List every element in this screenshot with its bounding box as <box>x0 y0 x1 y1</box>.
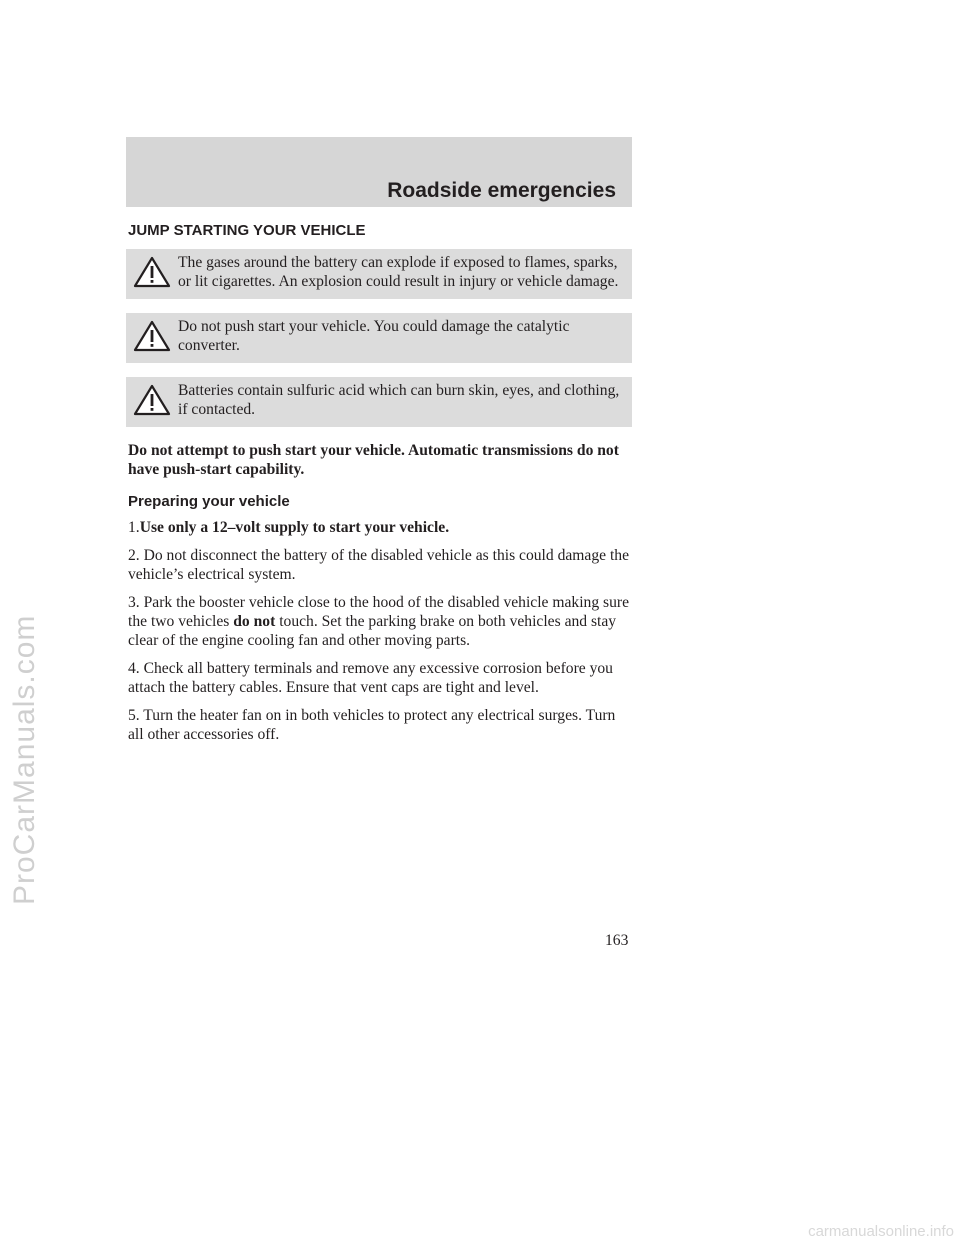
step-1-bold: Use only a 12–volt supply to start your vehicle. <box>139 519 450 536</box>
subheading-preparing: Preparing your vehicle <box>128 493 290 510</box>
push-start-note: Do not attempt to push start your vehicle. Automatic transmissions do not have push-start capability. <box>128 442 619 478</box>
page-title: Roadside emergencies <box>387 179 616 202</box>
warning-text: Do not push start your vehicle. You could damage the catalytic converter. <box>178 318 570 354</box>
warning-text: Batteries contain sulfuric acid which can burn skin, eyes, and clothing, if contacted. <box>178 382 620 418</box>
step-4: 4. Check all battery terminals and remove any excessive corrosion before you attach the battery cables. Ensure that vent caps are tight and level. <box>128 660 613 696</box>
step-2: 2. Do not disconnect the battery of the disabled vehicle as this could damage the vehicle’s electrical system. <box>128 547 630 583</box>
warning-box-acid <box>126 377 632 427</box>
step-5: 5. Turn the heater fan on in both vehicles to protect any electrical surges. Turn all other accessories off. <box>128 707 616 743</box>
step-3-post: touch. Set the parking brake on both vehicles and stay clear of the engine cooling fan and other moving parts. <box>128 613 617 649</box>
warning-box-push-start <box>126 313 632 363</box>
step-3-bold: do not <box>233 613 276 630</box>
footer-watermark: carmanualsonline.info <box>808 1223 954 1240</box>
warning-triangle-icon <box>132 383 172 417</box>
step-1 <box>128 518 632 537</box>
warning-triangle-icon <box>132 319 172 353</box>
warning-triangle-icon <box>132 255 172 289</box>
step-3 <box>128 593 632 650</box>
page-content <box>128 222 632 753</box>
step-number: 1. <box>128 519 140 536</box>
warning-box-explosion <box>126 249 632 299</box>
step-3-pre: 3. Park the booster vehicle close to the hood of the disabled vehicle making sure the two vehicles <box>128 594 630 630</box>
side-watermark: ProCarManuals.com <box>8 614 41 905</box>
section-header-band <box>126 137 632 207</box>
warning-text: The gases around the battery can explode if exposed to flames, sparks, or lit cigarettes. An explosion could result in injury or vehicle damage. <box>178 254 619 290</box>
section-heading: JUMP STARTING YOUR VEHICLE <box>128 222 366 239</box>
page-number: 163 <box>605 932 629 949</box>
